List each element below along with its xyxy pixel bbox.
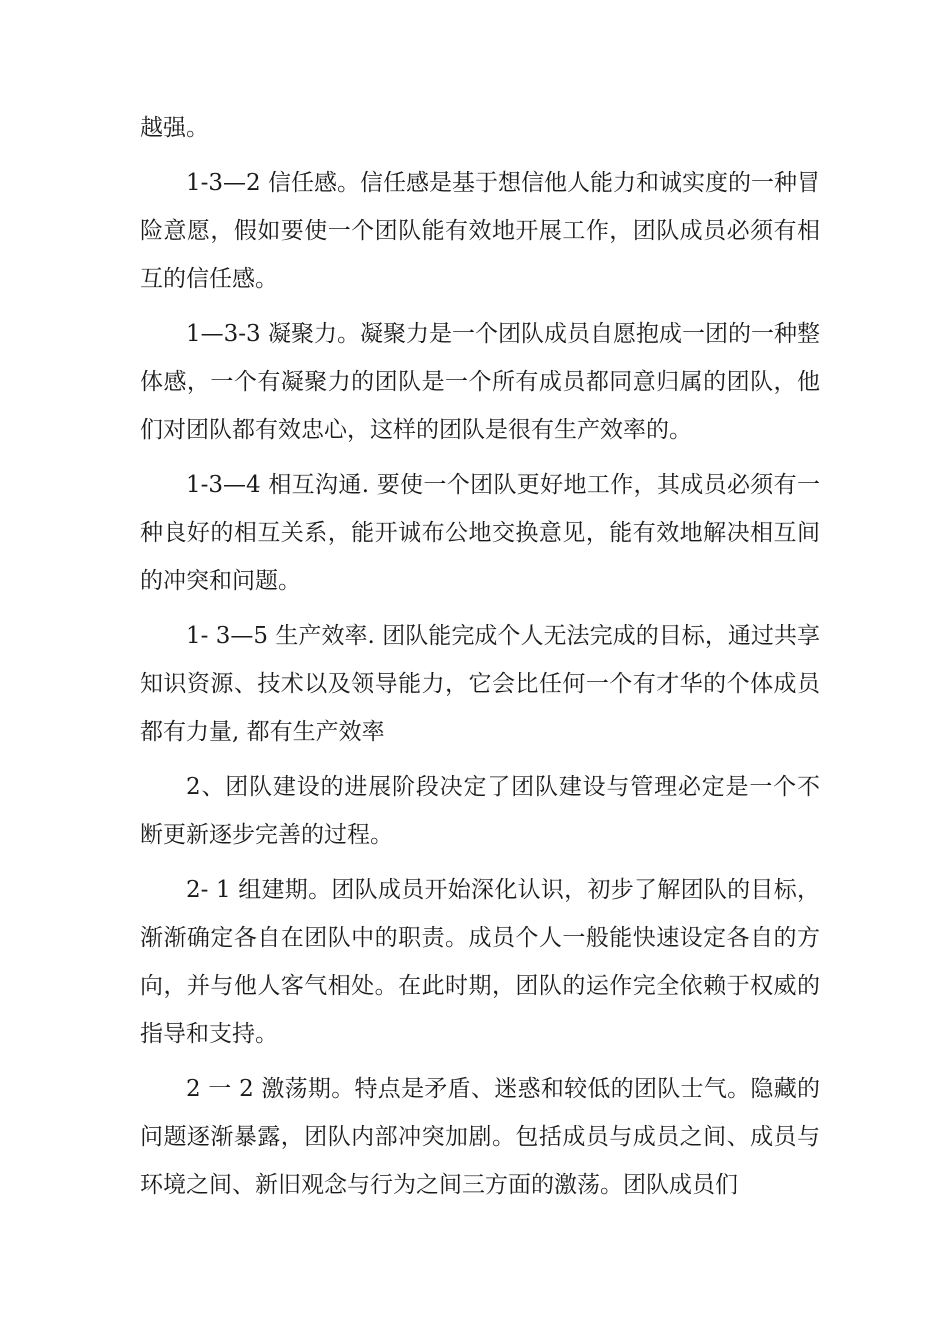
paragraph: 1- 3—5 生产效率. 团队能完成个人无法完成的目标，通过共享知识资源、技术以及领导能力，它会比任何一个有才华的个体成员都有力量, 都有生产效率 bbox=[140, 623, 820, 745]
paragraph: 2 一 2 激荡期。特点是矛盾、迷惑和较低的团队士气。隐藏的问题逐渐暴露，团队内部冲突加剧。包括成员与成员之间、成员与环境之间、新旧观念与行为之间三方面的激荡。团队成员们 bbox=[140, 1076, 820, 1198]
paragraph: 1-3—4 相互沟通. 要使一个团队更好地工作，其成员必须有一种良好的相互关系，能开诚布公地交换意见，能有效地解决相互间的冲突和问题。 bbox=[140, 472, 820, 594]
paragraph: 2- 1 组建期。团队成员开始深化认识，初步了解团队的目标，渐渐确定各自在团队中的职责。成员个人一般能快速设定各自的方向，并与他人客气相处。在此时期，团队的运作完全依赖于权威的指导和支持。 bbox=[140, 877, 820, 1047]
document-body bbox=[140, 104, 820, 1216]
paragraph: 1—3-3 凝聚力。凝聚力是一个团队成员自愿抱成一团的一种整体感，一个有凝聚力的团队是一个所有成员都同意归属的团队，他们对团队都有效忠心，这样的团队是很有生产效率的。 bbox=[140, 321, 820, 443]
paragraph: 1-3—2 信任感。信任感是基于想信他人能力和诚实度的一种冒险意愿，假如要使一个团队能有效地开展工作，团队成员必须有相互的信任感。 bbox=[140, 170, 820, 292]
paragraph: 越强。 bbox=[140, 115, 209, 141]
paragraph: 2、团队建设的进展阶段决定了团队建设与管理必定是一个不断更新逐步完善的过程。 bbox=[140, 774, 820, 848]
